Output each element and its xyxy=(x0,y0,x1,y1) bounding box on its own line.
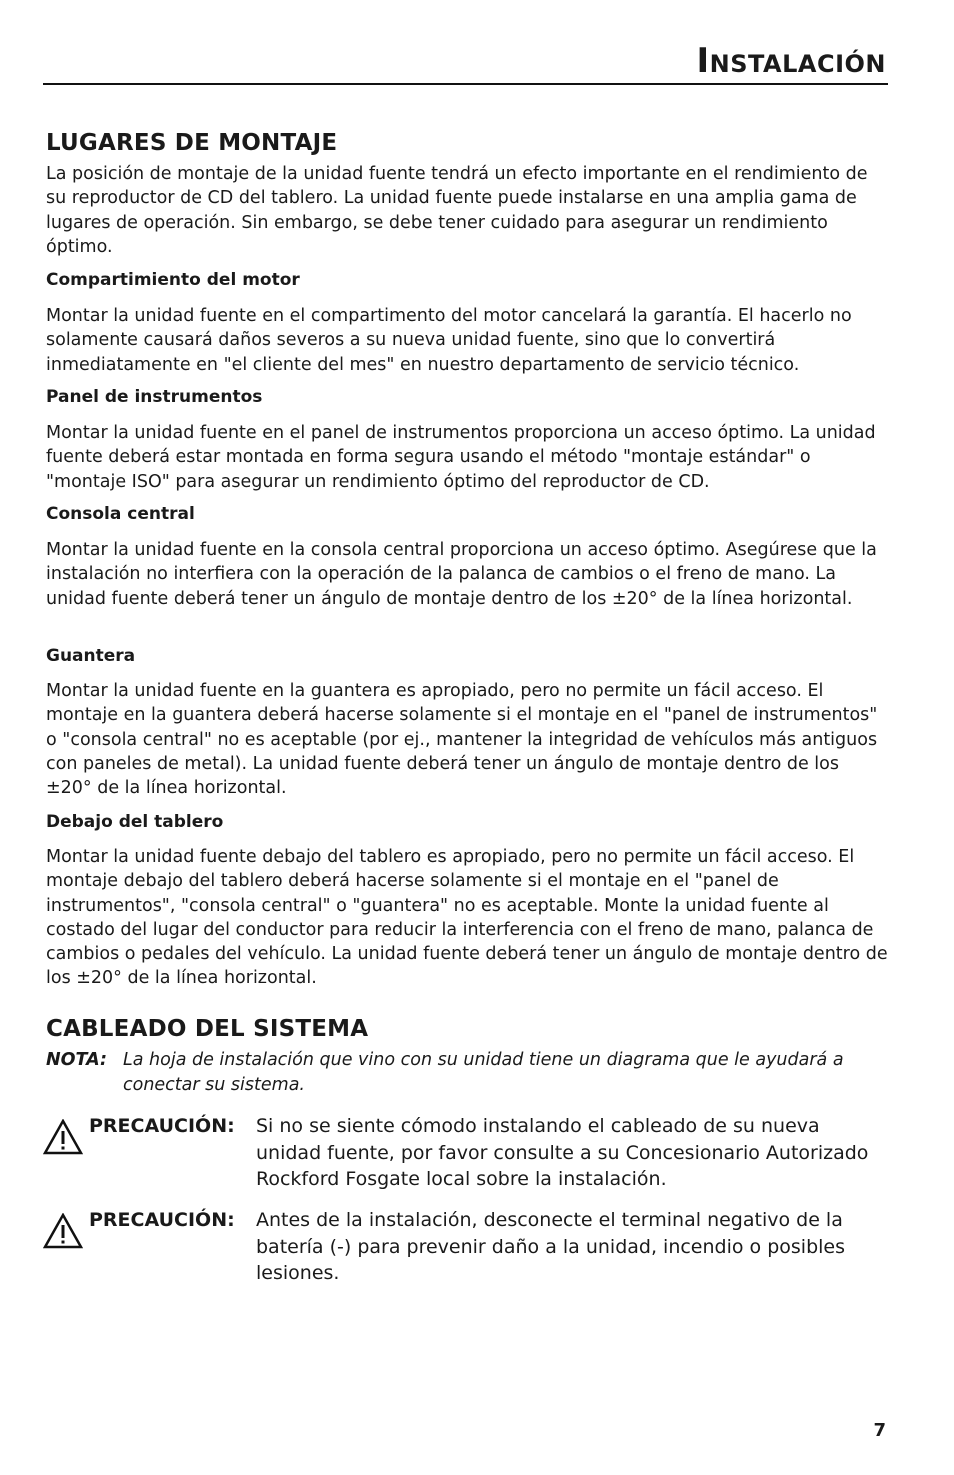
title-rule xyxy=(43,83,888,85)
caution-label: PRECAUCIÓN: xyxy=(89,1115,235,1137)
note-text: La hoja de instalación que vino con su unidad tiene un diagrama que le ayudará a conectar su sistema. xyxy=(123,1050,844,1095)
caution-block xyxy=(43,1207,888,1287)
subhead-engine: Compartimiento del motor xyxy=(46,270,300,290)
caution-label: PRECAUCIÓN: xyxy=(89,1209,235,1231)
section-heading-wiring: CABLEADO DEL SISTEMA xyxy=(46,1016,369,1042)
paragraph-engine: Montar la unidad fuente en el compartimento del motor cancelará la garantía. El hacerlo no solamente causará daños severos a su nueva unidad fuente, sino que lo convertirá inmediatamente en "el cliente del mes" en nuestro departamento de servicio técnico. xyxy=(46,306,852,375)
caution-text: Si no se siente cómodo instalando el cableado de su nueva unidad fuente, por favor consulte a su Concesionario Autorizado Rockford Fosgate local sobre la instalación. xyxy=(256,1115,869,1190)
section-heading-mounting: LUGARES DE MONTAJE xyxy=(46,130,338,156)
page-number: 7 xyxy=(873,1420,886,1441)
subhead-console: Consola central xyxy=(46,504,195,524)
page-title: Instalación xyxy=(696,41,886,81)
warning-triangle-icon xyxy=(43,1119,83,1155)
subhead-under-dash: Debajo del tablero xyxy=(46,812,224,832)
paragraph-console: Montar la unidad fuente en la consola central proporciona un acceso óptimo. Asegúrese que la instalación no interfiera con la operación de la palanca de cambios o el freno de mano. La unidad fuente deberá tener un ángulo de montaje dentro de los ±20° de la línea horizontal. xyxy=(46,540,877,609)
caution-block xyxy=(43,1113,888,1193)
paragraph-dashboard: Montar la unidad fuente en el panel de instrumentos proporciona un acceso óptimo. La unidad fuente deberá estar montada en forma segura usando el método "montaje estándar" o "montaje ISO" para asegurar un rendimiento óptimo del reproductor de CD. xyxy=(46,423,876,492)
paragraph-glovebox: Montar la unidad fuente en la guantera es apropiado, pero no permite un fácil acceso. El montaje en la guantera deberá hacerse solamente si el montaje en el "panel de instrumentos" o "consola central" no es aceptable (por ej., mantener la integridad de vehículos más antiguos con paneles de metal). La unidad fuente deberá tener un ángulo de montaje dentro de los ±20° de la línea horizontal. xyxy=(46,681,878,799)
paragraph-under-dash: Montar la unidad fuente debajo del tablero es apropiado, pero no permite un fácil acceso. El montaje debajo del tablero deberá hacerse solamente si el montaje en el "panel de instrumentos", "consola central" o "guantera" no es aceptable. Monte la unidad fuente al costado del lugar del conductor para reducir la interferencia con el freno de mano, palanca de cambios o pedales del vehículo. La unidad fuente deberá tener un ángulo de montaje dentro de los ±20° de la línea horizontal. xyxy=(46,847,888,989)
warning-triangle-icon xyxy=(43,1213,83,1249)
caution-text: Antes de la instalación, desconecte el terminal negativo de la batería (-) para prevenir daño a la unidad, incendio o posibles lesiones. xyxy=(256,1209,845,1284)
mounting-intro: La posición de montaje de la unidad fuente tendrá un efecto importante en el rendimiento de su reproductor de CD del tablero. La unidad fuente puede instalarse en una amplia gama de lugares de operación. Sin embargo, se debe tener cuidado para asegurar un rendimiento óptimo. xyxy=(46,164,868,257)
subhead-dashboard: Panel de instrumentos xyxy=(46,387,263,407)
note-label: NOTA: xyxy=(46,1050,107,1070)
subhead-glovebox: Guantera xyxy=(46,646,136,666)
